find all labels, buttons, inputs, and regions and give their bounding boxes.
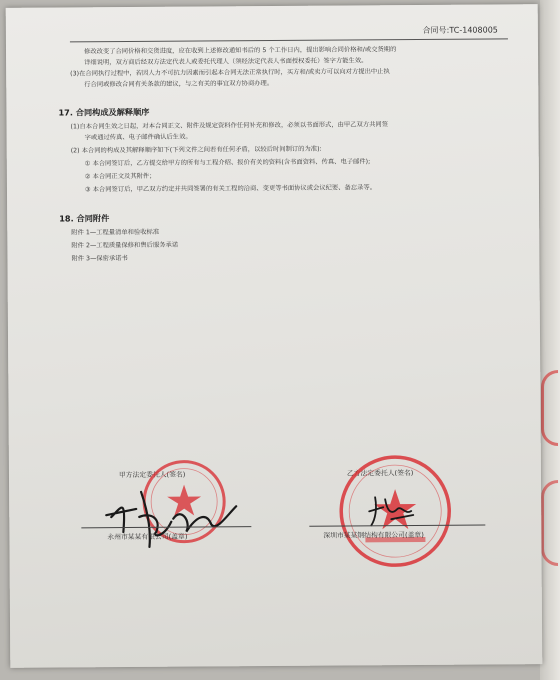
top-line-3: (3)在合同执行过程中，若因人力不可抗力因素而引起本合同无法正常执行时，买方和/或卖方可以向对方提出中止执 — [70, 68, 390, 78]
contract-number: 合同号:TC-1408005 — [422, 25, 498, 35]
document-page — [6, 4, 543, 668]
section-17-item-3: ③ 本合同签订后，甲乙双方约定并共同签署的有关工程的洽商、变更等书面协议或会议纪要、备忘录等。 — [84, 184, 377, 194]
attachment-1: 附件 1—工程量清单和验收标准 — [71, 228, 160, 237]
party-b-signature-label: 乙方法定委托人(签名) — [346, 469, 414, 478]
partial-seal-edge-top — [541, 370, 558, 446]
section-18-title: 18. 合同附件 — [59, 213, 110, 224]
section-17-item-2: ② 本合同正文及其附件； — [84, 172, 156, 181]
header-rule — [70, 38, 508, 42]
party-b-company-name: 深圳市某某钢结构有限公司(盖章) — [323, 530, 424, 540]
party-b-handwritten-signature — [361, 489, 421, 529]
section-17-item-1: ① 本合同签订后，乙方提交给甲方的所有与工程介绍、报价有关的资料(含书面资料、传真、电子邮件); — [84, 158, 371, 168]
attachment-2: 附件 2—工程质量保修和售后服务承诺 — [71, 241, 179, 250]
partial-seal-edge-bottom — [541, 480, 558, 566]
party-a-handwritten-signature — [101, 476, 252, 557]
top-line-1: 修改改变了合同价格和交货进度，应在收到上述修改通知书后的 5 个工作日内，提出影响合同价格和/或交货期的 — [83, 46, 397, 56]
top-line-4: 行合同或修改合同有关条款的建议，与之有关的事宜双方协商办理。 — [84, 79, 274, 89]
background-edge — [540, 0, 560, 680]
party-a-signature-label: 甲方法定委托人(签名) — [118, 470, 186, 480]
section-17-title: 17. 合同构成及解释顺序 — [58, 106, 150, 118]
party-a-company-name: 永州市某某有限公司(盖章) — [107, 532, 188, 542]
section-17-line-1: (1)自本合同生效之日起，对本合同正文、附件及规定资料作任何补充和修改，必须以书面形式，由甲乙双方共同签 — [70, 121, 389, 131]
top-line-2: 详细说明，双方商后经双方法定代表人或委托代理人（须经法定代表人书面授权委托）签字方能生效。 — [84, 57, 368, 67]
section-17-line-2: 字或通过传真、电子邮件确认后生效。 — [84, 133, 192, 142]
section-17-line-3: (2) 本合同的构成及其解释顺序如下(下列文件之间若有任何矛盾，以较后时间制订的为准): — [70, 145, 322, 155]
attachment-3: 附件 3—保密承诺书 — [71, 255, 128, 263]
